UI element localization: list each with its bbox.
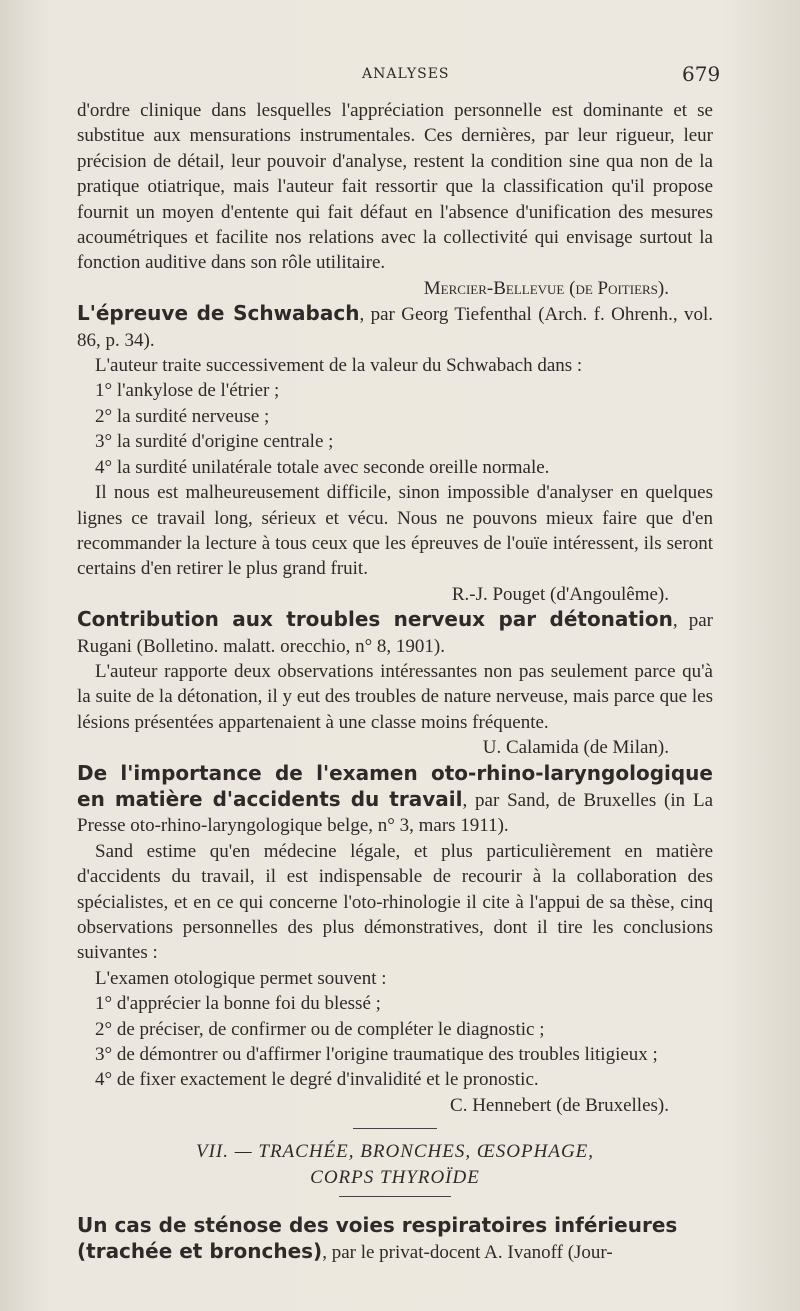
list-item: 3° la surdité d'origine centrale ; (95, 431, 334, 453)
article-byline: , par Sand, de Bruxelles (in La Presse oto-rhino-laryngologique belge, n° 3, mars 1911). (77, 789, 714, 837)
list-item: 4° la surdité unilatérale totale avec seconde oreille normale. (95, 456, 550, 478)
article-title: Contribution aux troubles nerveux par détonation (77, 607, 673, 632)
abstract-paragraph: Sand estime qu'en médecine légale, et plus particulièrement en matière d'accidents du travail, il est indispensable de recourir à la collaboration des spécialistes, et en ce qui concerne l'oto-rhinologie il cite à l'appui de sa thèse, cinq observations personnelles des plus démonstratives, dont il tire les conclusions suivantes : (77, 840, 713, 964)
abstract-signature: R.-J. Pouget (d'Angoulême). (451, 583, 669, 605)
list-item: 3° de démontrer ou d'affirmer l'origine traumatique des troubles litigieux ; (95, 1044, 658, 1066)
page-number: 679 (682, 62, 721, 86)
article-byline: , par Georg Tiefenthal (Arch. f. Ohrenh., vol. 86, p. 34). (77, 304, 713, 351)
abstract-intro: L'auteur traite successivement de la valeur du Schwabach dans : (95, 355, 583, 377)
article-title: Un cas de sténose des voies respiratoires inférieures (trachée et bronches) (77, 1213, 678, 1264)
abstract-intro: L'examen otologique permet souvent : (95, 967, 387, 989)
abstract-signature: C. Hennebert (de Bruxelles). (450, 1094, 669, 1116)
list-item: 4° de fixer exactement le degré d'invalidité et le pronostic. (95, 1069, 539, 1091)
article-entry (77, 761, 713, 839)
list-item: 1° l'ankylose de l'étrier ; (95, 380, 280, 402)
abstract-signature: U. Calamida (de Milan). (482, 737, 669, 759)
abstract-signature: Mercier-Bellevue (de Poitiers). (423, 277, 669, 299)
list-item: 2° de préciser, de confirmer ou de compléter le diagnostic ; (95, 1018, 545, 1040)
section-heading: CORPS THYROÏDE (310, 1166, 480, 1188)
article-entry (77, 1213, 713, 1266)
abstract-paragraph: d'ordre clinique dans lesquelles l'appréciation personnelle est dominante et se substitue aux mensurations instrumentales. Ces dernières, par leur rigueur, leur précision de détail, leur pouvoir d'analyse, restent la condition sine qua non de la pratique otiatrique, mais l'auteur fait ressortir que la classification qu'il propose fournit un moyen d'entente qui fait défaut en l'absence d'unification des mesures acoumétriques et facilite nos relations avec la collectivité qui envisage surtout la fonction auditive dans son rôle utilitaire. (77, 100, 713, 274)
abstract-paragraph: Il nous est malheureusement difficile, sinon impossible d'analyser en quelques lignes ce travail long, sérieux et vécu. Nous ne pouvons mieux faire que d'en recommander la lecture à tous ceux que les épreuves de l'ouïe intéressent, ils seront certains d'en retirer le plus grand fruit. (77, 482, 713, 580)
list-item: 1° d'apprécier la bonne foi du blessé ; (95, 993, 381, 1015)
article-entry (77, 607, 713, 659)
abstract-paragraph: L'auteur rapporte deux observations intéressantes non pas seulement parce qu'à la suite de la détonation, il y eut des troubles de nature nerveuse, mais parce que les lésions présentées appartenaient à une classe moins fréquente. (77, 660, 713, 733)
article-title: De l'importance de l'examen oto-rhino-laryngologique en matière d'accidents du travail (77, 760, 713, 811)
page-body (77, 98, 713, 1266)
running-header: ANALYSES (362, 66, 450, 82)
article-byline: , par Rugani (Bolletino. malatt. orecchio, n° 8, 1901). (77, 610, 713, 657)
article-title: L'épreuve de Schwabach (77, 301, 360, 326)
article-byline: , par le privat-docent A. Ivanoff (Jour- (322, 1242, 613, 1264)
section-heading: VII. — TRACHÉE, BRONCHES, ŒSOPHAGE, (195, 1141, 595, 1163)
list-item: 2° la surdité nerveuse ; (95, 405, 270, 427)
article-entry (77, 301, 713, 353)
